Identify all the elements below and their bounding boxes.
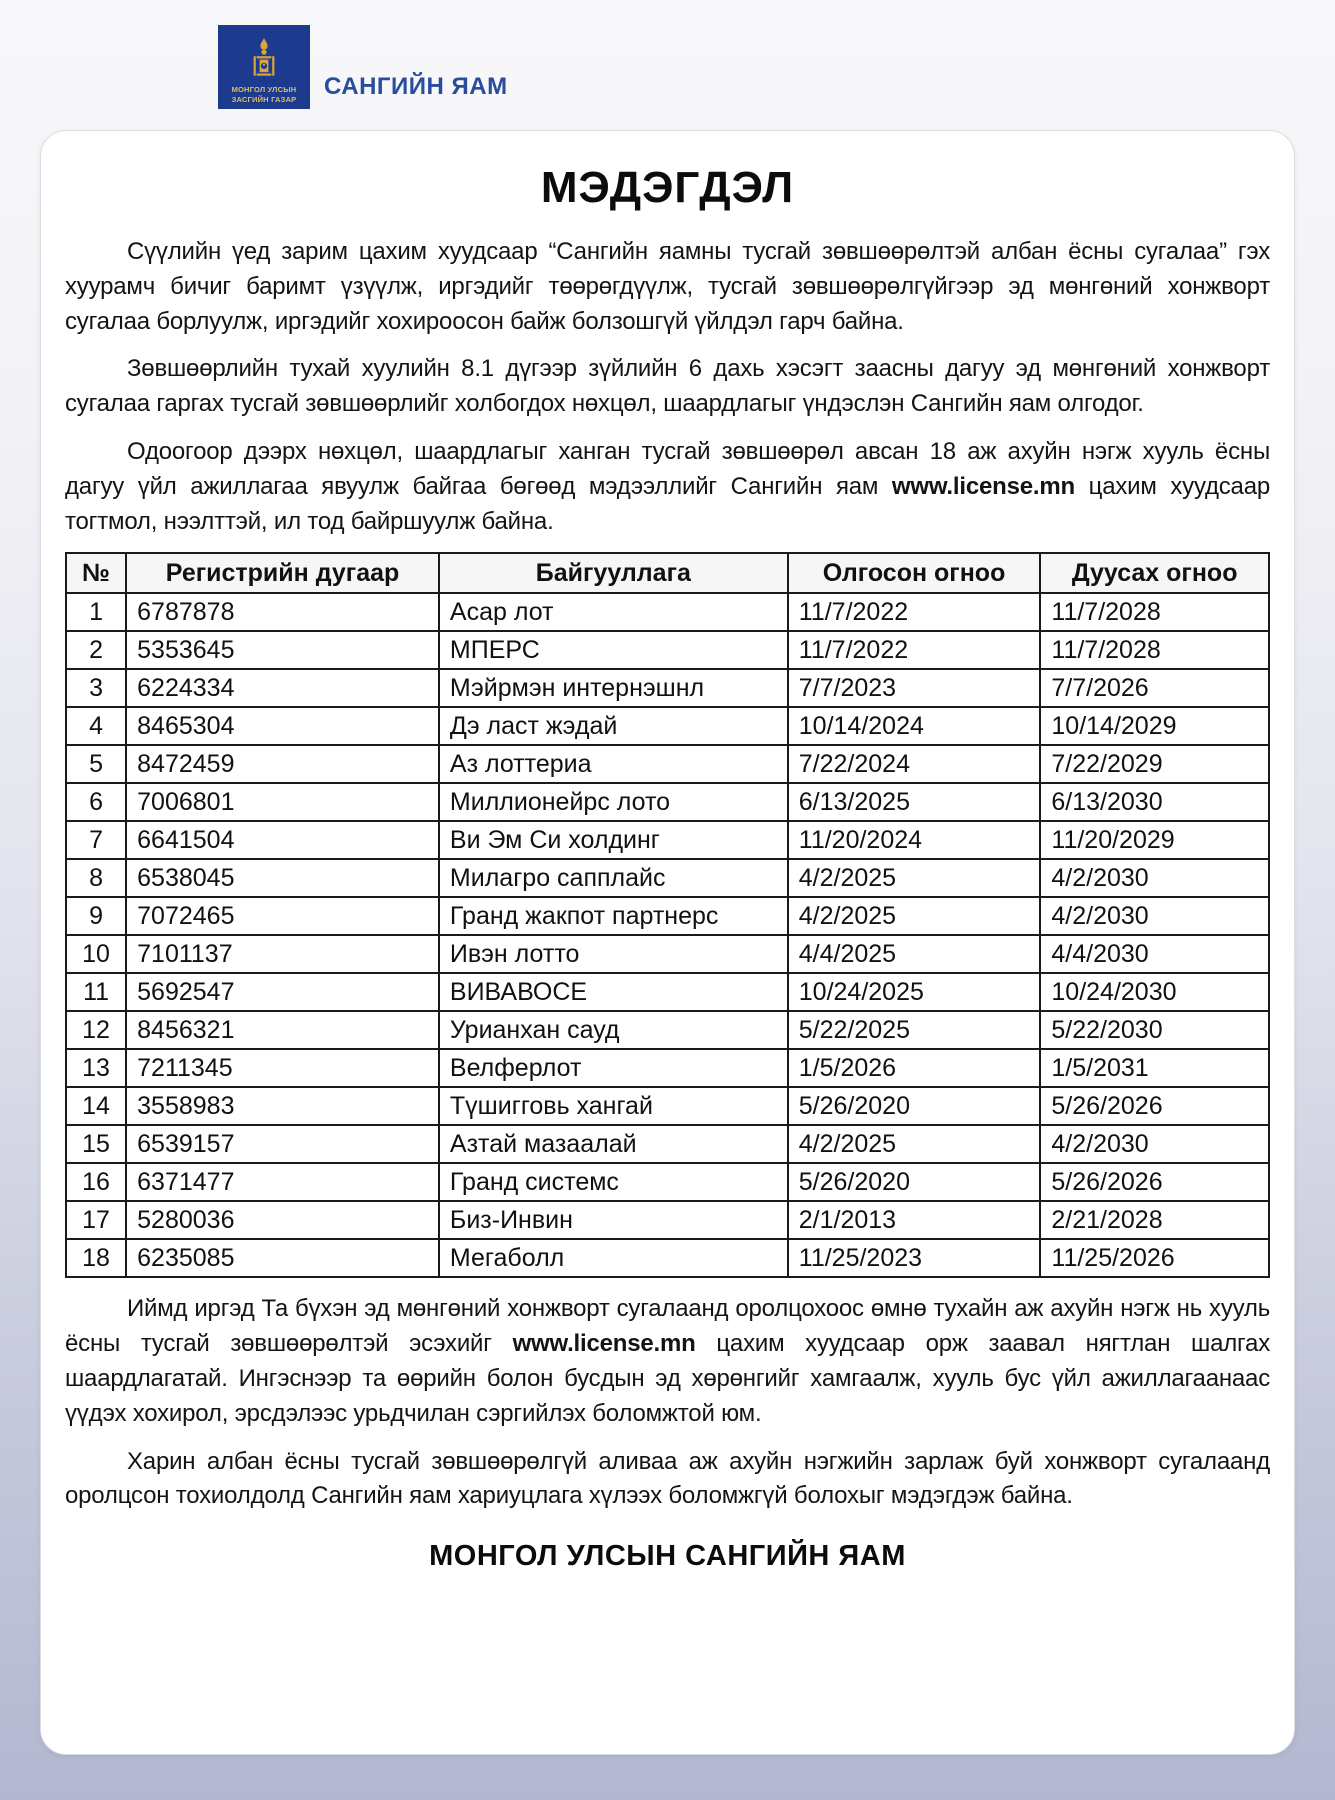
expiry-date: 11/25/2026 (1040, 1239, 1269, 1277)
row-number: 5 (66, 745, 126, 783)
issued-date: 2/1/2013 (788, 1201, 1041, 1239)
table-header-row (66, 553, 1269, 593)
table-row (66, 973, 1269, 1011)
table-row (66, 593, 1269, 631)
organization-name: МПЕРС (439, 631, 788, 669)
paragraph-5: Харин албан ёсны тусгай зөвшөөрөлгүй аливаа аж ахуйн нэгжийн зарлаж буй хонжворт сугалаанд оролцсон тохиолдолд Сангийн яам хариуцлага хүлээх боломжгүй болохыг мэдэгдэж байна. (65, 1447, 1270, 1510)
license-table (65, 552, 1270, 1278)
expiry-date: 6/13/2030 (1040, 783, 1269, 821)
issued-date: 11/7/2022 (788, 631, 1041, 669)
table-row (66, 1049, 1269, 1087)
table-row (66, 631, 1269, 669)
register-number: 6235085 (126, 1239, 439, 1277)
paragraph-2: Зөвшөөрлийн тухай хуулийн 8.1 дүгээр зүйлийн 6 дахь хэсэгт заасны дагуу эд мөнгөний хонжворт сугалаа гаргах тусгай зөвшөөрлийг холбогдох нөхцөл, шаардлагыг үндэслэн Сангийн яам олгодог. (65, 355, 1270, 418)
license-table-body (66, 593, 1269, 1277)
paragraph-3-text-after: цахим хуудсаар тогтмол, нээлттэй, ил тод байршуулж байна. (65, 472, 1270, 535)
row-number: 6 (66, 783, 126, 821)
organization-name: Милагро сапплайс (439, 859, 788, 897)
footer-title: МОНГОЛ УЛСЫН САНГИЙН ЯАМ (429, 1540, 906, 1573)
register-number: 6371477 (126, 1163, 439, 1201)
paragraph-3 (65, 435, 1270, 539)
issued-date: 4/4/2025 (788, 935, 1041, 973)
register-number: 3558983 (126, 1087, 439, 1125)
row-number: 17 (66, 1201, 126, 1239)
organization-name: Урианхан сауд (439, 1011, 788, 1049)
document-card (40, 130, 1295, 1755)
table-row (66, 1239, 1269, 1277)
register-number: 7101137 (126, 935, 439, 973)
issued-date: 10/24/2025 (788, 973, 1041, 1011)
organization-name: Гранд жакпот партнерс (439, 897, 788, 935)
expiry-date: 4/4/2030 (1040, 935, 1269, 973)
issued-date: 10/14/2024 (788, 707, 1041, 745)
row-number: 3 (66, 669, 126, 707)
expiry-date: 7/7/2026 (1040, 669, 1269, 707)
issued-date: 5/22/2025 (788, 1011, 1041, 1049)
soyombo-icon (249, 38, 279, 82)
row-number: 18 (66, 1239, 126, 1277)
expiry-date: 10/14/2029 (1040, 707, 1269, 745)
organization-name: Миллионейрс лото (439, 783, 788, 821)
header-issued-date: Олгосон огноо (788, 553, 1041, 593)
organization-name: Велферлот (439, 1049, 788, 1087)
organization-name: Аз лоттериа (439, 745, 788, 783)
organization-name: Ви Эм Си холдинг (439, 821, 788, 859)
register-number: 7006801 (126, 783, 439, 821)
header-organization: Байгууллага (439, 553, 788, 593)
paragraph-3-text: Одоогоор дээрх нөхцөл, шаардлагыг ханган тусгай зөвшөөрөл авсан 18 аж ахуйн нэгж хууль ёсны дагуу үйл ажиллагаа явуулж байгаа бөгөөд мэдээллийг Сангийн яам (65, 437, 1270, 500)
row-number: 2 (66, 631, 126, 669)
table-row (66, 1201, 1269, 1239)
issued-date: 7/22/2024 (788, 745, 1041, 783)
register-number: 6538045 (126, 859, 439, 897)
row-number: 16 (66, 1163, 126, 1201)
expiry-date: 4/2/2030 (1040, 897, 1269, 935)
issued-date: 6/13/2025 (788, 783, 1041, 821)
expiry-date: 11/7/2028 (1040, 631, 1269, 669)
organization-name: Мегаболл (439, 1239, 788, 1277)
row-number: 1 (66, 593, 126, 631)
organization-name: Ивэн лотто (439, 935, 788, 973)
issued-date: 11/7/2022 (788, 593, 1041, 631)
expiry-date: 1/5/2031 (1040, 1049, 1269, 1087)
ministry-name: САНГИЙН ЯАМ (324, 73, 508, 100)
register-number: 8472459 (126, 745, 439, 783)
header-register-number: Регистрийн дугаар (126, 553, 439, 593)
paragraph-4-text: Иймд иргэд Та бүхэн эд мөнгөний хонжворт сугалаанд оролцохоос өмнө тухайн аж ахуйн нэгж нь хууль ёсны тусгай зөвшөөрөлтэй эсэхийг (65, 1295, 1270, 1358)
organization-name: Азтай мазаалай (439, 1125, 788, 1163)
row-number: 14 (66, 1087, 126, 1125)
expiry-date: 11/7/2028 (1040, 593, 1269, 631)
paragraph-1: Сүүлийн үед зарим цахим хуудсаар “Сангийн яамны тусгай зөвшөөрөлтэй албан ёсны сугалаа” гэх хуурамч бичиг баримт үзүүлж, иргэдийг төөрөгдүүлж, тусгай зөвшөөрөлгүйгээр эд мөнгөний хонжворт сугалаа борлуулж, иргэдийг хохироосон байж болзошгүй үйлдэл гарч байна. (65, 238, 1270, 335)
register-number: 5280036 (126, 1201, 439, 1239)
logo-caption (232, 85, 297, 104)
issued-date: 1/5/2026 (788, 1049, 1041, 1087)
paragraph-4-text-after: цахим хуудсаар орж заавал нягтлан шалгах шаардлагатай. Ингэснээр та өөрийн болон бусдын эд хөрөнгийг хамгаалж, хууль бус үйл ажиллагаанаас үүдэх хохирол, эрсдэлээс урьдчилан сэргийлэх боломжтой юм. (65, 1330, 1271, 1427)
paragraph-4 (65, 1292, 1270, 1431)
expiry-date: 5/26/2026 (1040, 1087, 1269, 1125)
header-row-number: № (66, 553, 126, 593)
license-site-link: www.license.mn (891, 472, 1075, 500)
register-number: 8465304 (126, 707, 439, 745)
register-number: 7072465 (126, 897, 439, 935)
issued-date: 4/2/2025 (788, 1125, 1041, 1163)
expiry-date: 4/2/2030 (1040, 1125, 1269, 1163)
organization-name: ВИВАВОСЕ (439, 973, 788, 1011)
table-row (66, 897, 1269, 935)
logo-caption-line2: ЗАСГИЙН ГАЗАР (231, 94, 297, 104)
row-number: 4 (66, 707, 126, 745)
expiry-date: 2/21/2028 (1040, 1201, 1269, 1239)
table-row (66, 745, 1269, 783)
organization-name: Асар лот (439, 593, 788, 631)
row-number: 15 (66, 1125, 126, 1163)
organization-name: Түшигговь хангай (439, 1087, 788, 1125)
logo-caption-line1: МОНГОЛ УЛСЫН (231, 85, 297, 95)
expiry-date: 5/26/2026 (1040, 1163, 1269, 1201)
table-row (66, 1163, 1269, 1201)
issued-date: 11/25/2023 (788, 1239, 1041, 1277)
issued-date: 7/7/2023 (788, 669, 1041, 707)
table-row (66, 1125, 1269, 1163)
license-site-link-2: www.license.mn (512, 1330, 696, 1358)
row-number: 7 (66, 821, 126, 859)
organization-name: Гранд системс (439, 1163, 788, 1201)
register-number: 6224334 (126, 669, 439, 707)
row-number: 9 (66, 897, 126, 935)
row-number: 12 (66, 1011, 126, 1049)
row-number: 8 (66, 859, 126, 897)
expiry-date: 7/22/2029 (1040, 745, 1269, 783)
organization-name: Дэ ласт жэдай (439, 707, 788, 745)
register-number: 6787878 (126, 593, 439, 631)
header-expiry-date: Дуусах огноо (1040, 553, 1269, 593)
register-number: 6641504 (126, 821, 439, 859)
register-number: 8456321 (126, 1011, 439, 1049)
issued-date: 4/2/2025 (788, 897, 1041, 935)
page-header (218, 25, 508, 109)
table-row (66, 859, 1269, 897)
row-number: 10 (66, 935, 126, 973)
issued-date: 11/20/2024 (788, 821, 1041, 859)
table-row (66, 1011, 1269, 1049)
expiry-date: 11/20/2029 (1040, 821, 1269, 859)
issued-date: 4/2/2025 (788, 859, 1041, 897)
register-number: 5692547 (126, 973, 439, 1011)
issued-date: 5/26/2020 (788, 1163, 1041, 1201)
organization-name: Мэйрмэн интернэшнл (439, 669, 788, 707)
issued-date: 5/26/2020 (788, 1087, 1041, 1125)
row-number: 13 (66, 1049, 126, 1087)
expiry-date: 10/24/2030 (1040, 973, 1269, 1011)
government-logo (218, 25, 310, 109)
table-row (66, 783, 1269, 821)
row-number: 11 (66, 973, 126, 1011)
table-row (66, 821, 1269, 859)
register-number: 5353645 (126, 631, 439, 669)
table-row (66, 669, 1269, 707)
table-row (66, 935, 1269, 973)
expiry-date: 5/22/2030 (1040, 1011, 1269, 1049)
organization-name: Биз-Инвин (439, 1201, 788, 1239)
register-number: 6539157 (126, 1125, 439, 1163)
document-title: МЭДЭГДЭЛ (540, 163, 795, 212)
register-number: 7211345 (126, 1049, 439, 1087)
table-row (66, 1087, 1269, 1125)
expiry-date: 4/2/2030 (1040, 859, 1269, 897)
table-row (66, 707, 1269, 745)
